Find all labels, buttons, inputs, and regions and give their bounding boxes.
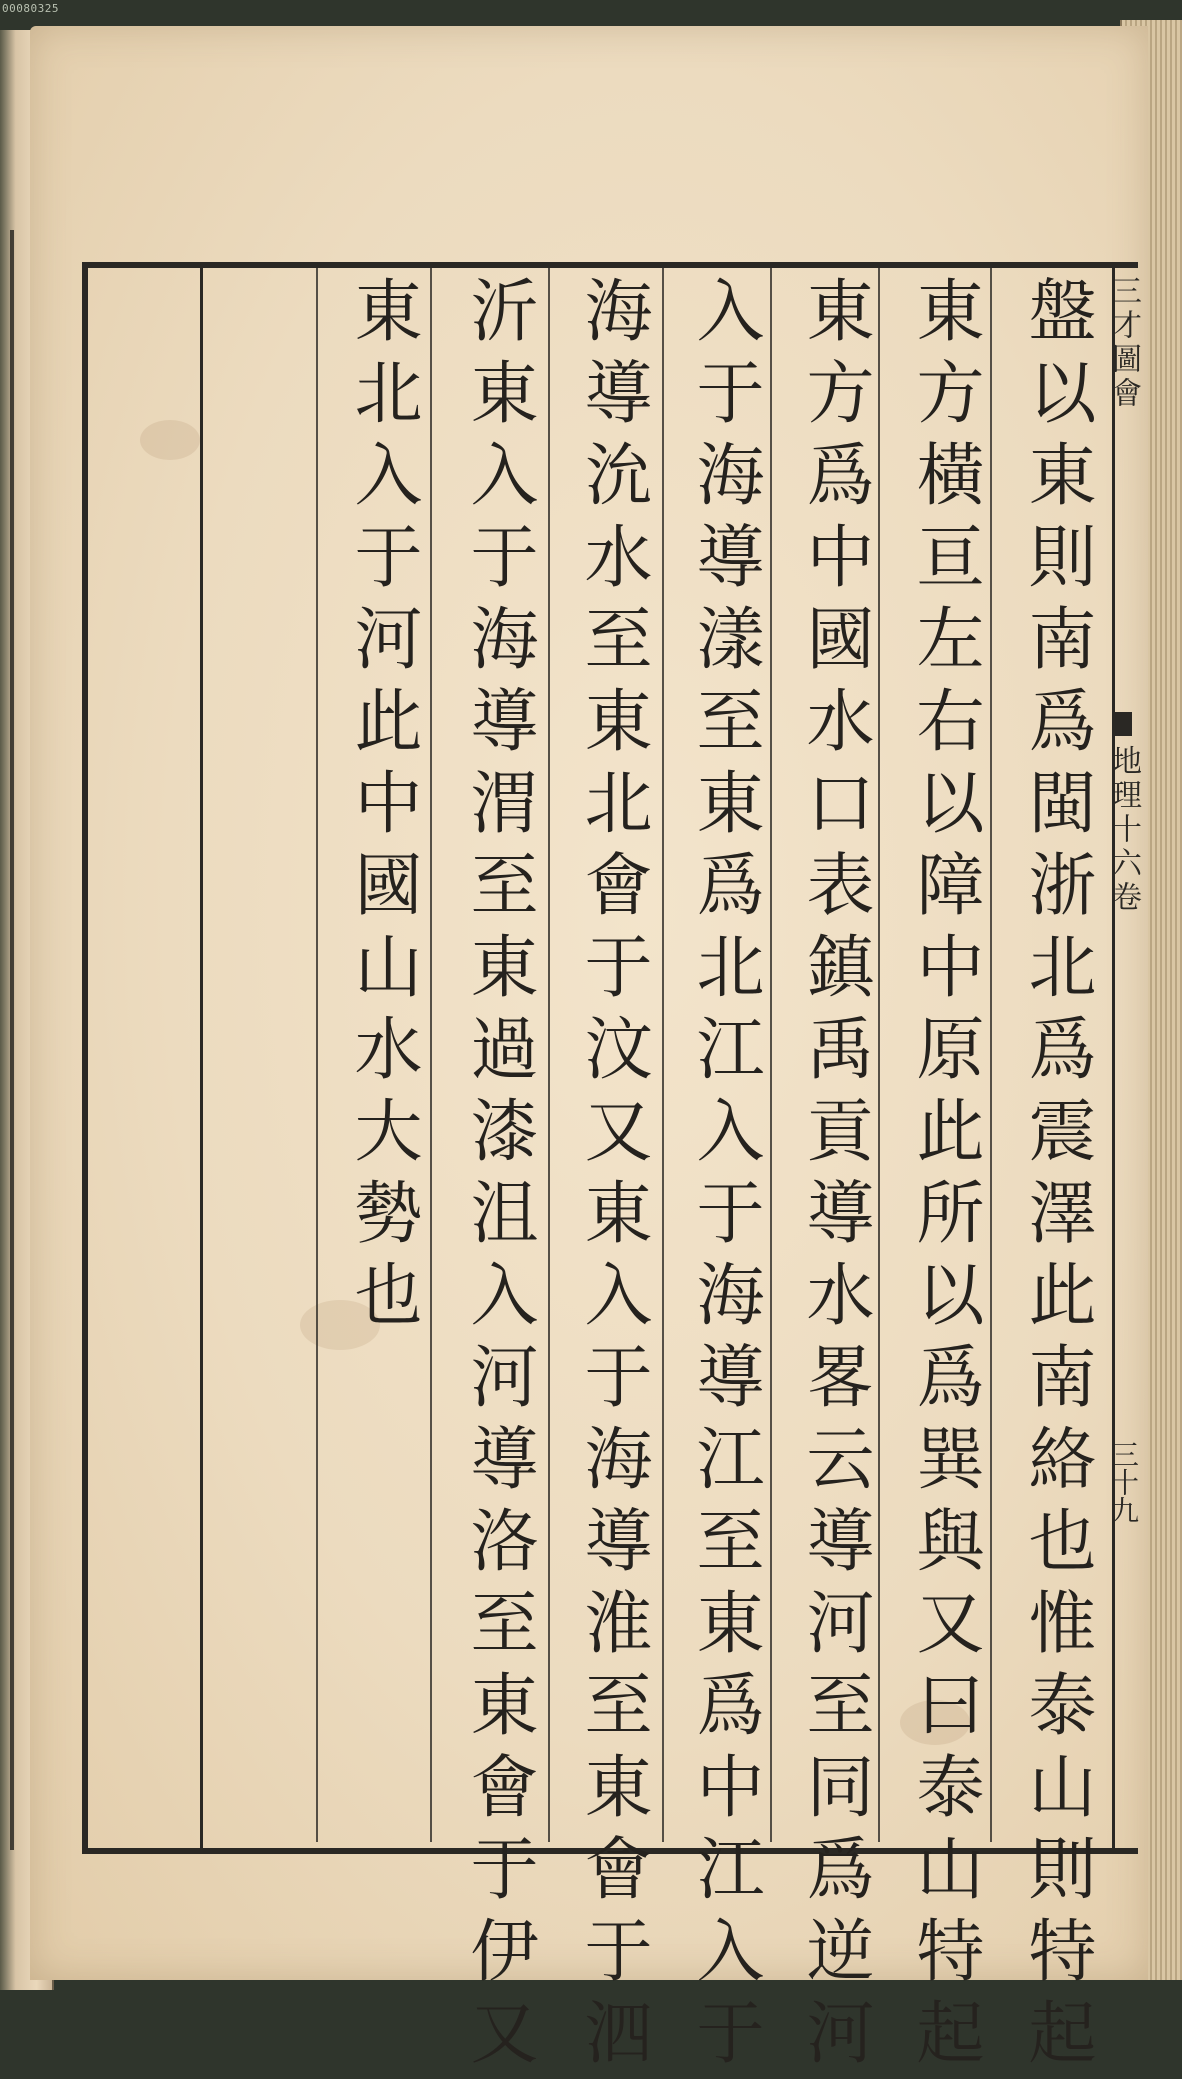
text-column-5: 海導沇水至東北會于汶又東入于海導淮至東會于泗	[573, 275, 652, 2079]
text-column-3: 東方爲中國水口表鎮禹貢導水畧云導河至同爲逆河	[795, 275, 874, 2079]
left-page-border-rule	[10, 230, 14, 1850]
text-column-6: 沂東入于海導渭至東過漆沮入河導洛至東會于伊又	[459, 275, 538, 2079]
column-divider	[662, 268, 664, 1842]
banxin-title: 三才圖會	[1106, 275, 1141, 411]
column-divider	[548, 268, 550, 1842]
text-column-7: 東北入于河此中國山水大勢也	[343, 275, 422, 1341]
text-column-4: 入于海導漾至東爲北江入于海導江至東爲中江入于	[685, 275, 764, 2079]
banxin-section: 地理十六卷	[1106, 745, 1141, 915]
column-divider	[430, 268, 432, 1842]
banxin-fishtail-mark	[1112, 712, 1132, 736]
banxin-page-number: 三十九	[1107, 1440, 1140, 1524]
frame-inner-rule	[200, 262, 203, 1848]
column-divider	[316, 268, 318, 1842]
scan-id: 00080325	[2, 2, 59, 15]
text-column-1: 盤以東則南爲閩浙北爲震澤此南絡也惟泰山則特起	[1017, 275, 1096, 2079]
column-divider	[770, 268, 772, 1842]
column-divider	[990, 268, 992, 1842]
text-column-2: 東方橫亘左右以障中原此所以爲巽與又曰泰山特起	[905, 275, 984, 2079]
